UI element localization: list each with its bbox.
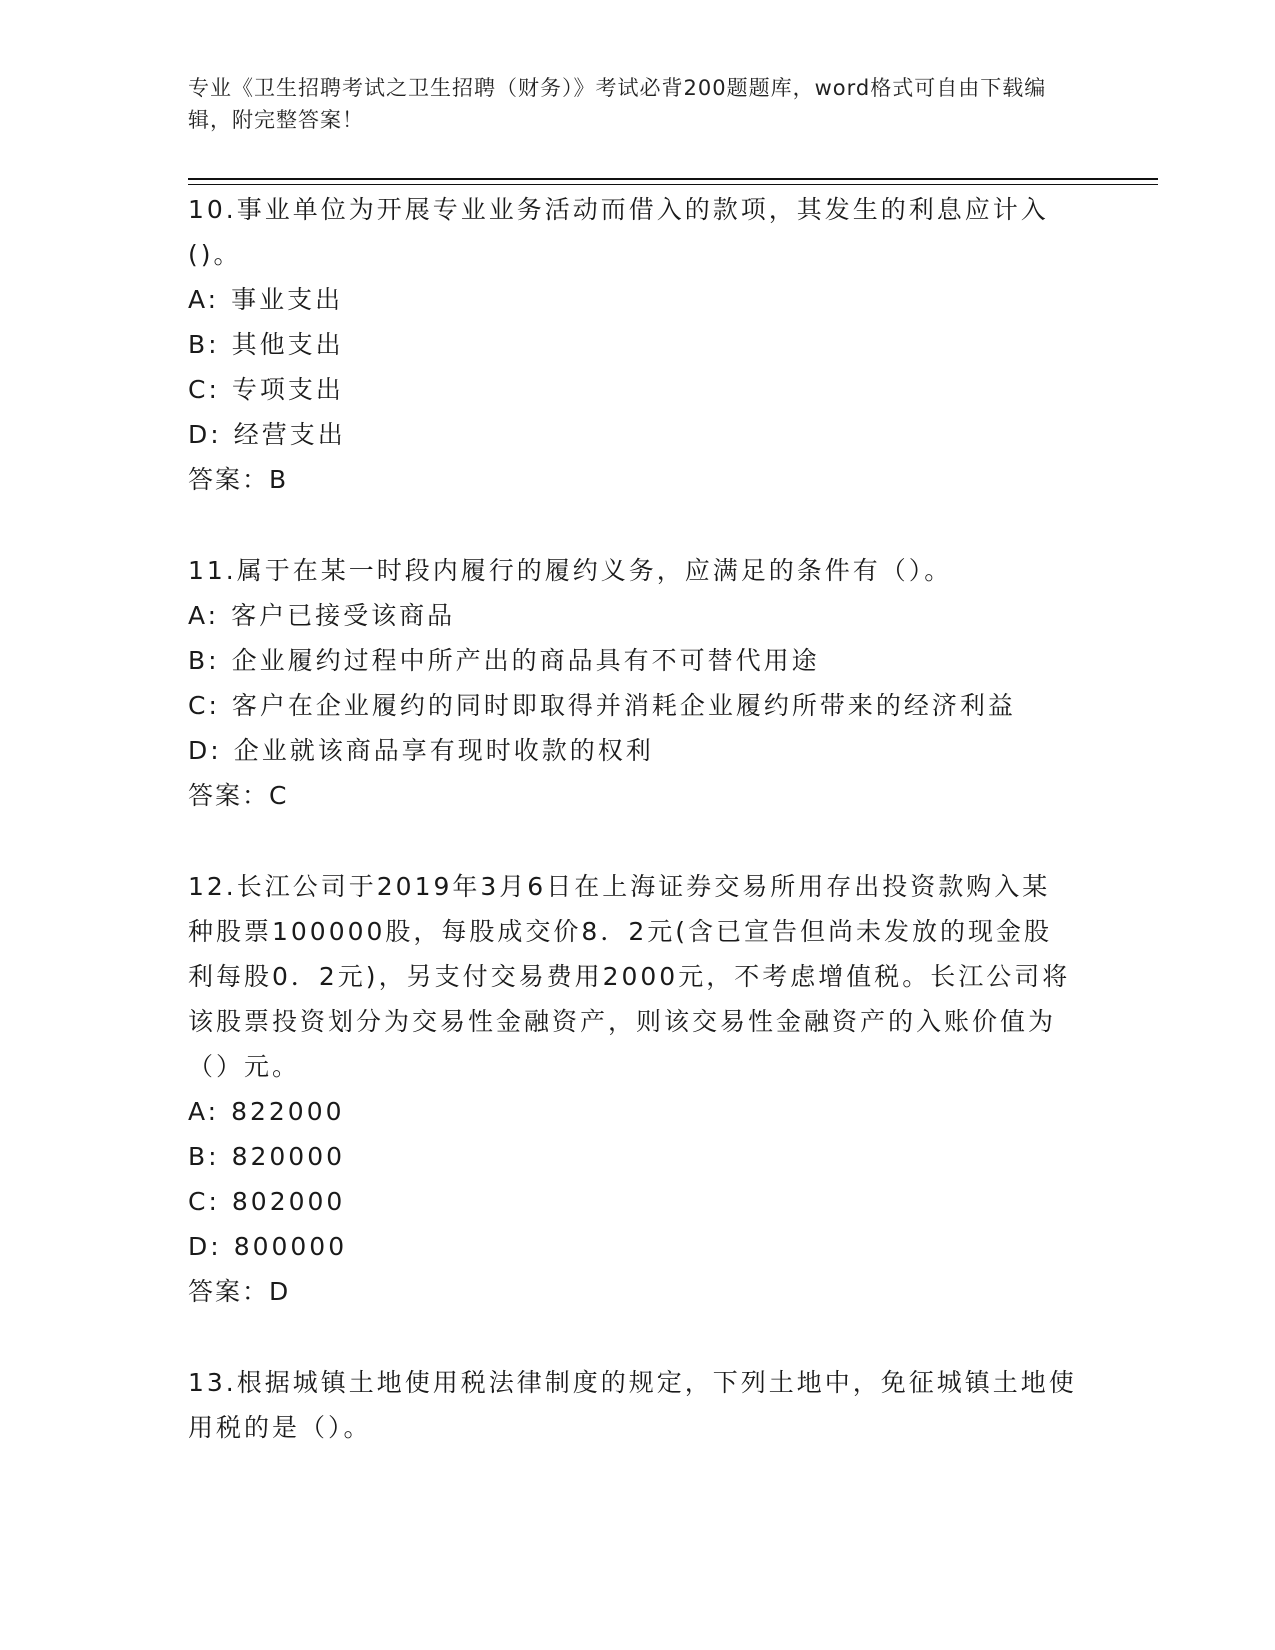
option-letter: B: — [188, 1142, 220, 1171]
option-d — [188, 412, 1078, 457]
option-b — [188, 1134, 1078, 1179]
answer: 答案：D — [188, 1277, 291, 1306]
option-letter: A: — [188, 1097, 220, 1126]
question-list — [188, 187, 1078, 1496]
option-letter: C: — [188, 375, 220, 404]
option-text: 专项支出 — [231, 375, 344, 404]
option-text: 客户在企业履约的同时即取得并消耗企业履约所带来的经济利益 — [231, 691, 1016, 720]
answer: 答案：C — [188, 781, 289, 810]
option-text: 客户已接受该商品 — [231, 601, 456, 630]
option-text: 经营支出 — [233, 420, 346, 449]
option-letter: D: — [188, 420, 222, 449]
question-10 — [188, 187, 1078, 502]
option-text: 820000 — [231, 1142, 346, 1171]
option-a — [188, 1089, 1078, 1134]
option-letter: D: — [188, 1232, 222, 1261]
document-header: 专业《卫生招聘考试之卫生招聘（财务）》考试必背200题题库，word格式可自由下载编辑，附完整答案！ — [188, 76, 1047, 132]
option-c — [188, 367, 1078, 412]
option-d — [188, 1224, 1078, 1269]
option-a — [188, 277, 1078, 322]
header-rule-thin — [188, 184, 1158, 185]
question-13 — [188, 1360, 1078, 1450]
option-text: 802000 — [231, 1187, 346, 1216]
option-c — [188, 683, 1078, 728]
option-text: 其他支出 — [231, 330, 344, 359]
option-text: 企业就该商品享有现时收款的权利 — [233, 736, 654, 765]
question-stem: 10.事业单位为开展专业业务活动而借入的款项，其发生的利息应计入()。 — [188, 195, 1049, 269]
question-stem: 12.长江公司于2019年3月6日在上海证券交易所用存出投资款购入某种股票100000股，每股成交价8．2元(含已宣告但尚未发放的现金股利每股0．2元)，另支付交易费用2000元，不考虑增值税。长江公司将该股票投资划分为交易性金融资产，则该交易性金融资产的入账价值为（）元。 — [188, 872, 1071, 1081]
option-text: 822000 — [231, 1097, 345, 1126]
option-text: 800000 — [233, 1232, 348, 1261]
option-letter: A: — [188, 285, 220, 314]
option-letter: B: — [188, 330, 220, 359]
option-b — [188, 322, 1078, 367]
option-c — [188, 1179, 1078, 1224]
option-d — [188, 728, 1078, 773]
option-letter: C: — [188, 1187, 220, 1216]
question-11 — [188, 548, 1078, 818]
option-b — [188, 638, 1078, 683]
option-a — [188, 593, 1078, 638]
option-letter: D: — [188, 736, 222, 765]
option-text: 事业支出 — [231, 285, 344, 314]
option-letter: B: — [188, 646, 220, 675]
option-text: 企业履约过程中所产出的商品具有不可替代用途 — [231, 646, 820, 675]
option-letter: A: — [188, 601, 220, 630]
answer: 答案：B — [188, 465, 289, 494]
header-rule-thick — [188, 178, 1158, 180]
question-stem: 13.根据城镇土地使用税法律制度的规定，下列土地中，免征城镇土地使用税的是（）。 — [188, 1368, 1077, 1442]
question-stem: 11.属于在某一时段内履行的履约义务，应满足的条件有（）。 — [188, 556, 953, 585]
option-letter: C: — [188, 691, 220, 720]
question-12 — [188, 864, 1078, 1314]
